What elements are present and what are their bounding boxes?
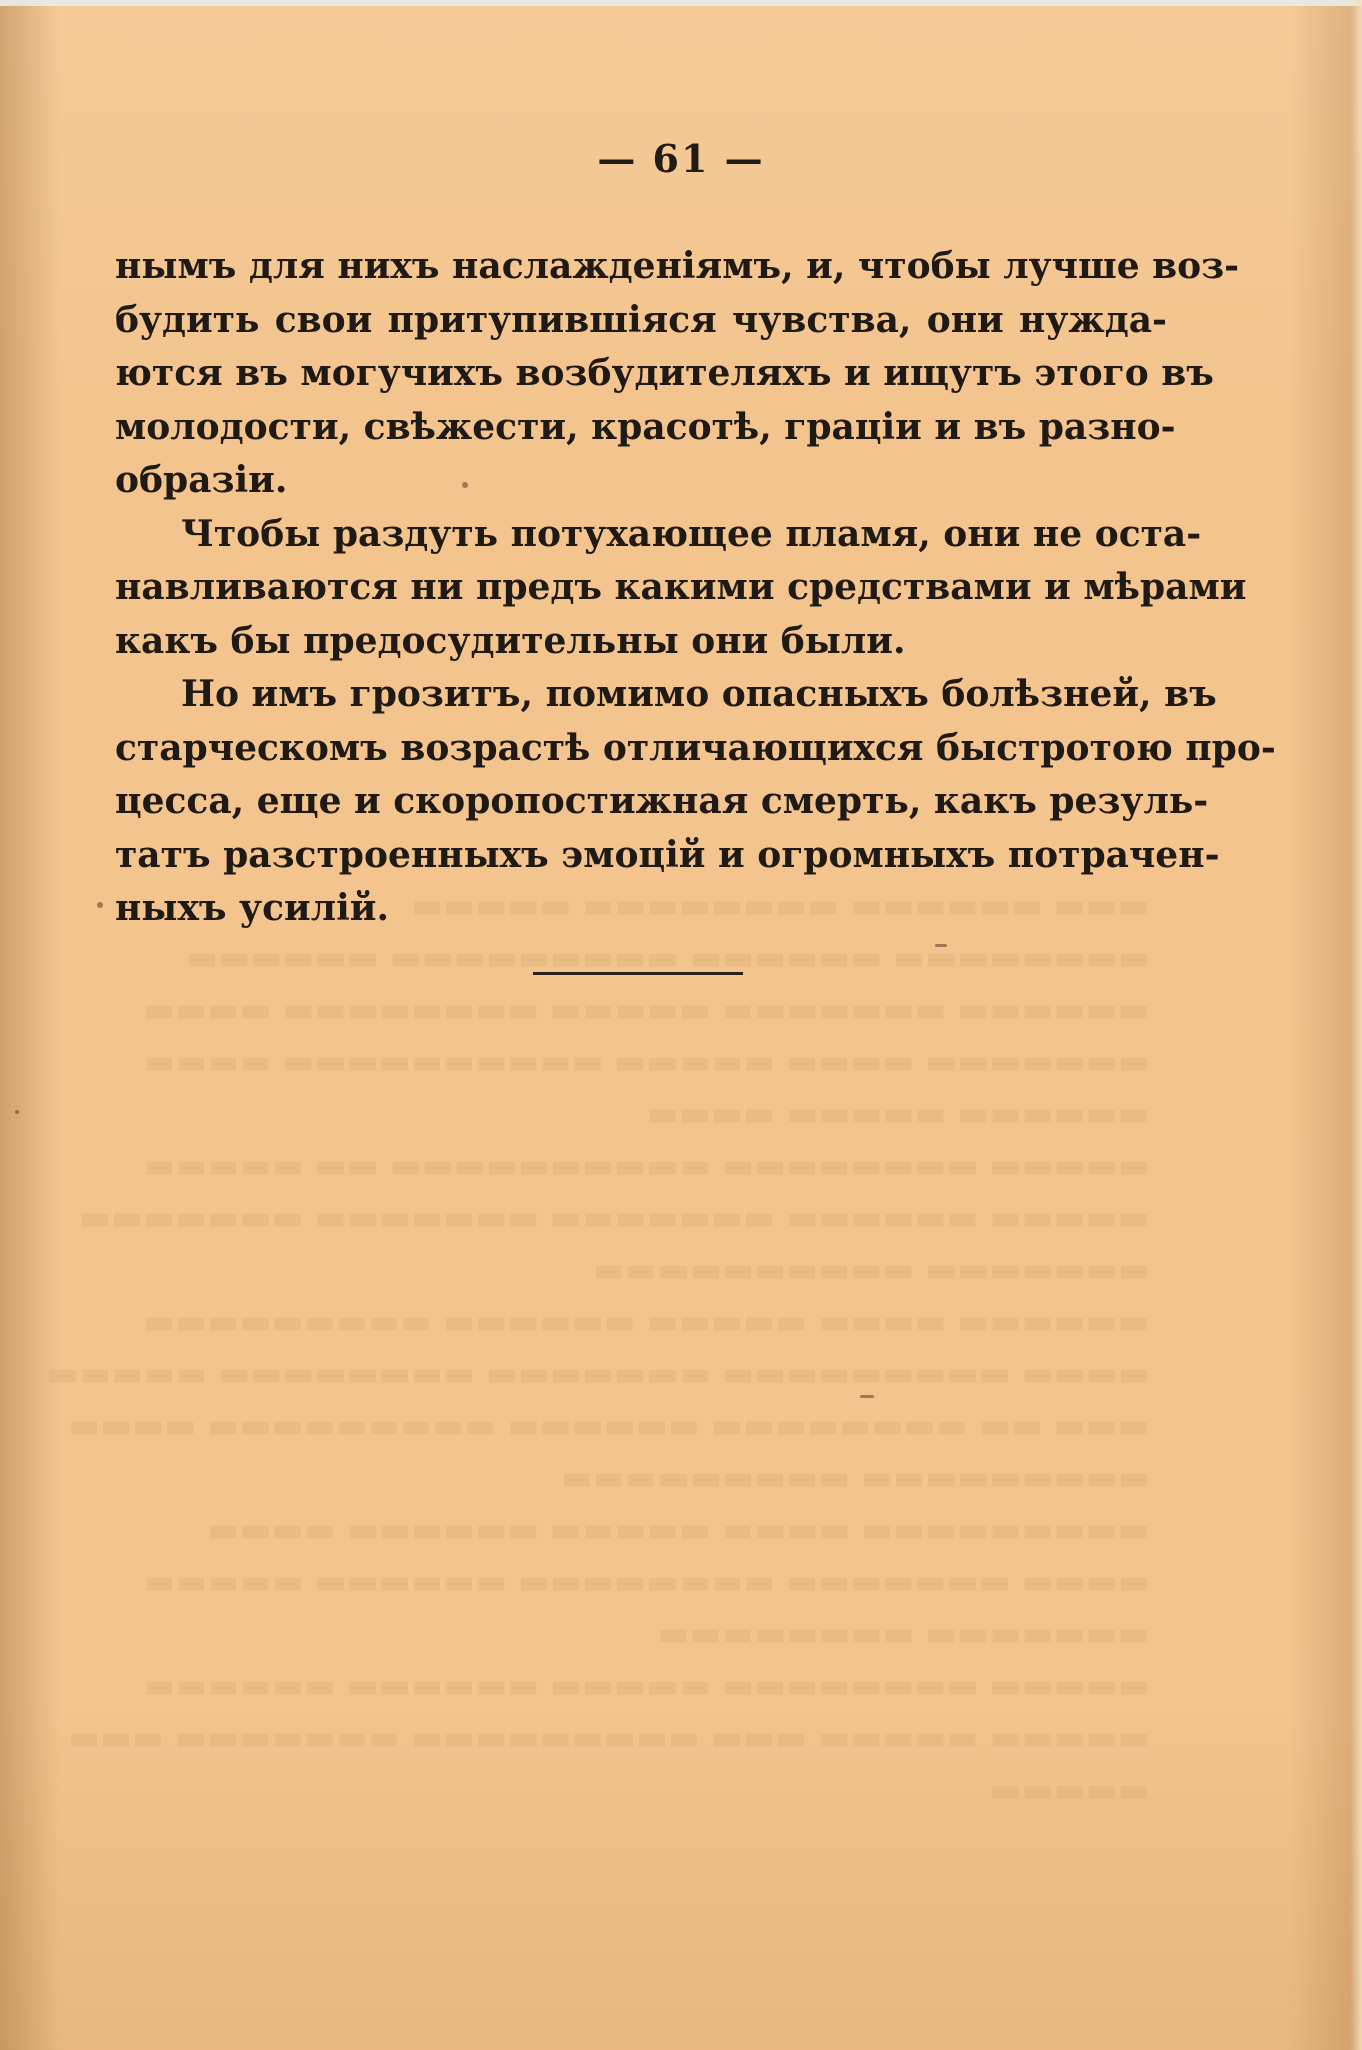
page-number: — 61 —	[597, 136, 765, 181]
body-text	[115, 240, 1276, 936]
text-line: татъ разстроенныхъ эмоцiй и огромныхъ потрачен-	[115, 833, 1220, 876]
paper-speck	[15, 1110, 19, 1114]
text-line: Но имъ грозитъ, помимо опасныхъ болѣзней, въ	[181, 673, 1217, 715]
paper-speck	[935, 944, 947, 947]
text-line: будить свои притупившiяся чувства, они нужда-	[115, 298, 1167, 341]
text-line: цесса, еще и скоропостижная смерть, какъ резуль-	[115, 780, 1209, 822]
text-line: какъ бы предосудительны они были.	[115, 619, 906, 662]
paragraph	[115, 508, 1247, 669]
show-through-texture: ▬▬▬ ▬▬▬▬▬▬ ▬▬▬▬▬▬▬▬ ▬▬▬▬▬ ▬▬▬▬▬▬▬▬ ▬▬▬▬▬▬ ▬▬▬▬▬▬▬▬▬ ▬▬▬▬▬▬ ▬▬▬▬▬▬ ▬▬▬▬▬▬▬ ▬▬▬▬▬ ▬▬▬▬▬▬▬▬ ▬▬▬▬ ▬▬▬▬▬▬▬ ▬▬▬▬ ▬▬▬▬▬ ▬▬▬▬▬▬▬▬▬▬ ▬▬▬▬ ▬▬▬▬▬▬ ▬▬▬▬▬ ▬▬▬▬ ▬▬▬▬▬ ▬▬▬▬▬▬▬▬ ▬▬▬▬▬▬▬▬▬▬ ▬▬ ▬▬▬▬▬ ▬▬▬▬▬ ▬▬▬▬▬▬ ▬▬▬▬▬▬▬ ▬▬▬▬▬▬▬ ▬▬▬▬▬▬▬ ▬▬▬▬▬▬▬ ▬▬▬▬▬▬▬▬▬▬ ▬▬▬▬▬▬ ▬▬▬▬ ▬▬▬▬▬ ▬▬▬▬▬▬ ▬▬▬▬▬▬▬▬▬ ▬▬▬▬ ▬▬▬▬▬▬▬▬▬ ▬▬▬▬▬▬▬ ▬▬▬▬▬▬▬▬ ▬▬▬▬▬ ▬▬▬ ▬▬ ▬▬▬▬▬▬▬▬ ▬▬▬▬▬▬ ▬▬▬▬▬▬▬▬▬ ▬▬▬▬ ▬▬▬▬▬▬▬▬▬ ▬▬▬▬▬▬▬▬▬ ▬▬▬▬▬▬▬▬▬ ▬▬▬▬ ▬▬▬▬▬ ▬▬▬▬▬▬ ▬▬▬▬ ▬▬▬▬ ▬▬▬▬▬▬▬ ▬▬▬▬▬▬▬▬ ▬▬▬▬▬▬ ▬▬▬▬▬ ▬▬▬▬▬▬▬ ▬▬▬▬▬▬▬▬ ▬▬▬▬▬ ▬▬▬▬▬▬▬▬ ▬▬▬▬▬ ▬▬▬▬▬▬ ▬▬▬▬▬▬ ▬▬▬▬▬ ▬▬▬▬▬ ▬▬▬ ▬▬▬▬▬▬▬▬▬ ▬▬▬▬▬▬▬ ▬▬▬ ▬▬▬▬▬	[46, 886, 1150, 1810]
paper-speck	[462, 482, 468, 488]
section-end-rule	[533, 972, 743, 975]
paper-speck	[860, 1395, 874, 1398]
text-line: образiи.	[115, 459, 288, 501]
text-line: ныхъ усилiй.	[115, 887, 390, 929]
text-line: ются въ могучихъ возбудителяхъ и ищутъ этого въ	[115, 352, 1214, 394]
text-line: навливаются ни предъ какими средствами и мѣрами	[115, 566, 1247, 608]
paragraph	[115, 240, 1240, 508]
text-line: Чтобы раздуть потухающее пламя, они не оста-	[181, 512, 1202, 555]
text-line: молодости, свѣжести, красотѣ, грацiи и въ разно-	[115, 405, 1176, 448]
scan-top-edge	[0, 0, 1362, 6]
paragraph	[115, 668, 1276, 936]
paper-speck	[97, 902, 103, 908]
scan-right-edge	[1350, 0, 1362, 2050]
text-line: старческомъ возрастѣ отличающихся быстротою про-	[115, 726, 1276, 769]
text-line: нымъ для нихъ наслажденiямъ, и, чтобы лучше воз-	[115, 245, 1240, 287]
